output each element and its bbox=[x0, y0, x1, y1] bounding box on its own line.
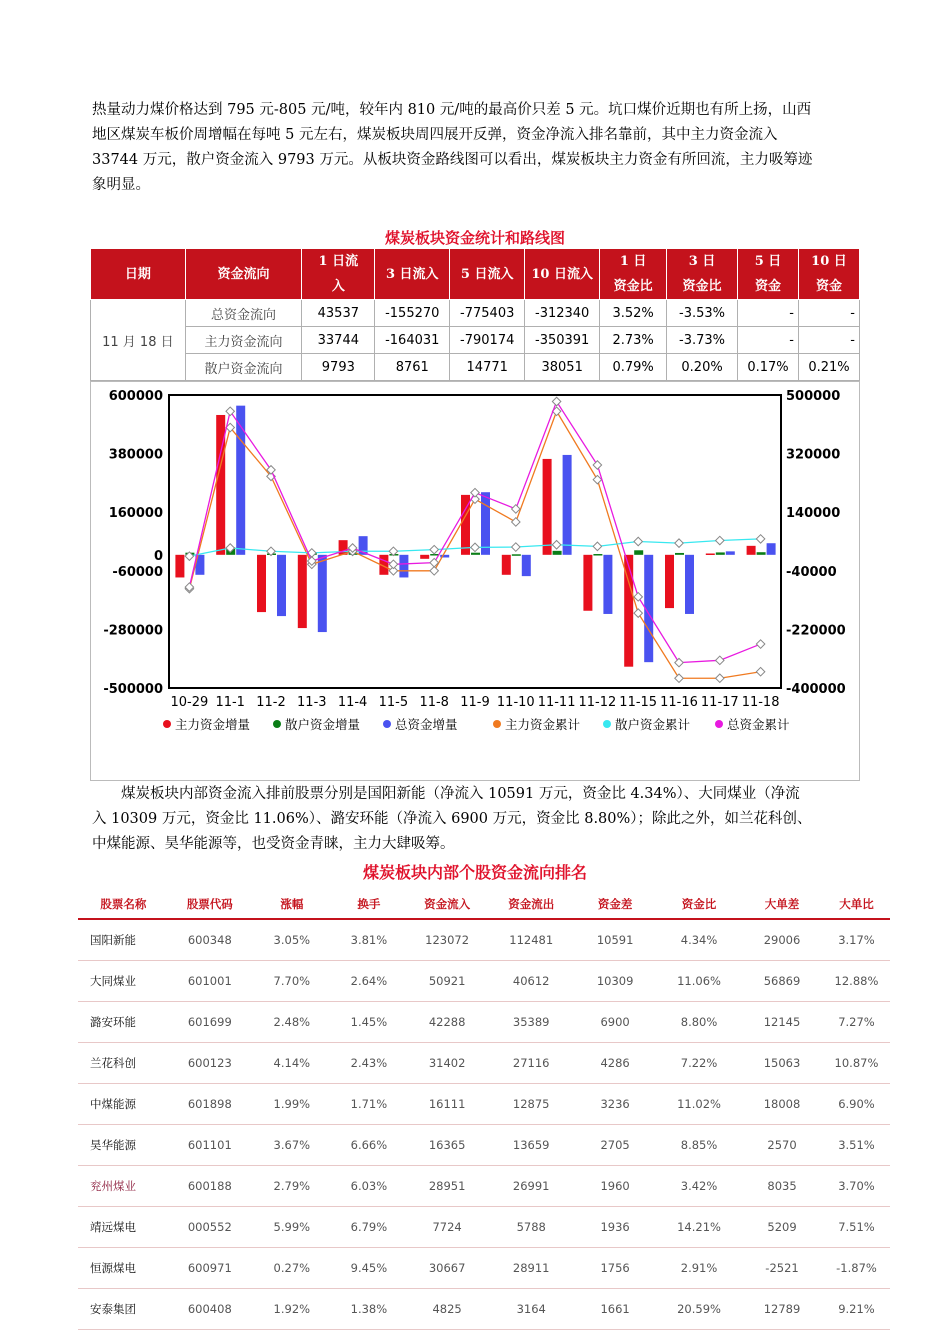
stock-cell: 16365 bbox=[405, 1125, 489, 1166]
fund-row-main bbox=[91, 327, 860, 354]
intro-paragraph bbox=[92, 98, 858, 198]
stock-cell: 7.27% bbox=[823, 1002, 890, 1043]
stock-cell: 601699 bbox=[169, 1002, 251, 1043]
stock-ranking-table bbox=[78, 890, 890, 1330]
stock-name-link[interactable]: 靖远煤电 bbox=[78, 1207, 169, 1248]
stock-cell: 35389 bbox=[489, 1002, 573, 1043]
bar-主力资金增量 bbox=[420, 555, 429, 559]
header-10d-ratio: 10 日 资金 bbox=[798, 249, 859, 300]
stock-cell: 30667 bbox=[405, 1248, 489, 1289]
stock-name-link[interactable]: 兰花科创 bbox=[78, 1043, 169, 1084]
fund-cell: 0.21% bbox=[798, 354, 859, 381]
header-1d: 1 日流 入 bbox=[302, 249, 375, 300]
stock-cell: 18008 bbox=[741, 1084, 823, 1125]
bar-散户资金增量 bbox=[471, 553, 480, 555]
bar-主力资金增量 bbox=[175, 555, 184, 578]
x-tick: 11-16 bbox=[660, 695, 698, 710]
header-cell: 大单差 bbox=[741, 890, 823, 919]
fund-cell: -312340 bbox=[525, 300, 600, 327]
header-cell: 大单比 bbox=[823, 890, 890, 919]
stock-cell: 6.79% bbox=[333, 1207, 405, 1248]
stock-cell: 40612 bbox=[489, 961, 573, 1002]
fund-cell: 2.73% bbox=[600, 327, 667, 354]
bar-散户资金增量 bbox=[512, 554, 521, 556]
fund-cell: 0.17% bbox=[738, 354, 799, 381]
stock-cell: 1.99% bbox=[251, 1084, 333, 1125]
stock-cell: 3.70% bbox=[823, 1166, 890, 1207]
stock-cell: 6900 bbox=[573, 1002, 657, 1043]
stock-cell: 6.90% bbox=[823, 1084, 890, 1125]
stock-cell: 8.80% bbox=[657, 1002, 741, 1043]
stock-name-link[interactable]: 中煤能源 bbox=[78, 1084, 169, 1125]
x-tick: 11-5 bbox=[378, 695, 409, 710]
stock-name-link[interactable]: 兖州煤业 bbox=[78, 1166, 169, 1207]
header-3d: 3 日流入 bbox=[375, 249, 450, 300]
stock-cell: 13659 bbox=[489, 1125, 573, 1166]
legend-label: 散户资金增量 bbox=[285, 717, 361, 732]
header-cell: 资金流入 bbox=[405, 890, 489, 919]
intro-line: 地区煤炭车板价周增幅在每吨 5 元左右，煤炭板块周四展开反弹，资金净流入排名靠前，其中主力资金流入 bbox=[92, 127, 778, 143]
bar-总资金增量 bbox=[685, 555, 694, 614]
stock-cell: 1960 bbox=[573, 1166, 657, 1207]
header-cell: 资金流出 bbox=[489, 890, 573, 919]
stock-cell: 8035 bbox=[741, 1166, 823, 1207]
fund-cell: 14771 bbox=[450, 354, 525, 381]
header-cell: 涨幅 bbox=[251, 890, 333, 919]
stock-cell: 1936 bbox=[573, 1207, 657, 1248]
fund-cell: 43537 bbox=[302, 300, 375, 327]
stock-cell: 3.51% bbox=[823, 1125, 890, 1166]
header-5d: 5 日流入 bbox=[450, 249, 525, 300]
bar-总资金增量 bbox=[726, 551, 735, 554]
header-5d-ratio: 5 日 资金 bbox=[738, 249, 799, 300]
bar-散户资金增量 bbox=[634, 550, 643, 555]
bar-散户资金增量 bbox=[553, 551, 562, 555]
legend-dot bbox=[603, 720, 611, 728]
bar-总资金增量 bbox=[277, 555, 286, 616]
stock-cell: 10.87% bbox=[823, 1043, 890, 1084]
stock-name-link[interactable]: 昊华能源 bbox=[78, 1125, 169, 1166]
stock-cell: 1.71% bbox=[333, 1084, 405, 1125]
stock-cell: 600408 bbox=[169, 1289, 251, 1330]
header-cell: 股票代码 bbox=[169, 890, 251, 919]
stock-cell: 2705 bbox=[573, 1125, 657, 1166]
fund-row-total bbox=[91, 300, 860, 327]
stock-cell: 2.91% bbox=[657, 1248, 741, 1289]
y-right-tick: -40000 bbox=[786, 564, 837, 580]
fund-row-label: 散户资金流向 bbox=[185, 354, 302, 381]
stock-cell: 1661 bbox=[573, 1289, 657, 1330]
stock-cell: 3164 bbox=[489, 1289, 573, 1330]
x-tick: 11-10 bbox=[496, 695, 535, 710]
stock-cell: 600188 bbox=[169, 1166, 251, 1207]
x-tick: 11-9 bbox=[460, 695, 490, 710]
stock-cell: 27116 bbox=[489, 1043, 573, 1084]
legend-dot bbox=[383, 720, 391, 728]
fund-cell: - bbox=[798, 300, 859, 327]
x-tick: 11-1 bbox=[215, 695, 245, 710]
stock-cell: 2.79% bbox=[251, 1166, 333, 1207]
fund-cell: -790174 bbox=[450, 327, 525, 354]
stock-cell: 7.51% bbox=[823, 1207, 890, 1248]
stock-cell: 1.38% bbox=[333, 1289, 405, 1330]
stock-cell: 4286 bbox=[573, 1043, 657, 1084]
y-right-tick: 140000 bbox=[786, 506, 841, 522]
bar-散户资金增量 bbox=[675, 553, 684, 555]
y-right-tick: -400000 bbox=[786, 682, 846, 697]
stock-row[interactable] bbox=[78, 919, 890, 961]
legend-dot bbox=[715, 720, 723, 728]
stock-cell: 26991 bbox=[489, 1166, 573, 1207]
legend-dot bbox=[273, 720, 281, 728]
y-right-tick: -220000 bbox=[786, 623, 846, 639]
stock-cell: 1756 bbox=[573, 1248, 657, 1289]
stock-cell: 50921 bbox=[405, 961, 489, 1002]
bar-散户资金增量 bbox=[716, 552, 725, 554]
fund-cell: - bbox=[738, 327, 799, 354]
stock-cell: 600348 bbox=[169, 919, 251, 961]
stock-cell: 12875 bbox=[489, 1084, 573, 1125]
stock-cell: 601101 bbox=[169, 1125, 251, 1166]
fund-flow-chart bbox=[90, 381, 860, 781]
stock-cell: 12789 bbox=[741, 1289, 823, 1330]
stock-cell: 56869 bbox=[741, 961, 823, 1002]
stock-cell: 7.22% bbox=[657, 1043, 741, 1084]
stock-cell: 600971 bbox=[169, 1248, 251, 1289]
bar-总资金增量 bbox=[603, 555, 612, 614]
header-flow: 资金流向 bbox=[185, 249, 302, 300]
stock-row[interactable] bbox=[78, 1125, 890, 1166]
legend-label: 总资金增量 bbox=[395, 717, 458, 732]
header-1d-ratio: 1 日 资金比 bbox=[600, 249, 667, 300]
x-tick: 11-11 bbox=[537, 695, 576, 710]
fund-row-label: 总资金流向 bbox=[185, 300, 302, 327]
y-left-tick: 600000 bbox=[108, 389, 163, 404]
bar-主力资金增量 bbox=[706, 553, 715, 555]
stock-cell: 2.48% bbox=[251, 1002, 333, 1043]
legend-label: 主力资金累计 bbox=[505, 717, 581, 732]
x-tick: 11-3 bbox=[297, 695, 327, 710]
header-date: 日期 bbox=[91, 249, 186, 300]
stock-cell: 1.45% bbox=[333, 1002, 405, 1043]
stock-cell: 7.70% bbox=[251, 961, 333, 1002]
stock-row[interactable] bbox=[78, 1289, 890, 1330]
stock-cell: 15063 bbox=[741, 1043, 823, 1084]
plot-area bbox=[169, 395, 781, 688]
intro-line: 33744 万元，散户资金流入 9793 万元。从板块资金路线图可以看出，煤炭板块主力资金有所回流，主力吸筹迹 bbox=[92, 152, 813, 168]
stock-cell: 11.06% bbox=[657, 961, 741, 1002]
legend-dot bbox=[163, 720, 171, 728]
bar-总资金增量 bbox=[563, 455, 572, 555]
bar-总资金增量 bbox=[399, 555, 408, 578]
stock-cell: 8.85% bbox=[657, 1125, 741, 1166]
fund-cell: -3.53% bbox=[667, 300, 738, 327]
stock-name-link[interactable]: 潞安环能 bbox=[78, 1002, 169, 1043]
stock-cell: 14.21% bbox=[657, 1207, 741, 1248]
header-cell: 资金比 bbox=[657, 890, 741, 919]
stock-cell: 1.92% bbox=[251, 1289, 333, 1330]
stock-cell: 3.05% bbox=[251, 919, 333, 961]
legend-label: 散户资金累计 bbox=[615, 717, 691, 732]
fund-cell: -155270 bbox=[375, 300, 450, 327]
legend-label: 总资金累计 bbox=[727, 717, 790, 732]
header-cell: 股票名称 bbox=[78, 890, 169, 919]
stock-cell: 2.43% bbox=[333, 1043, 405, 1084]
x-tick: 11-8 bbox=[419, 695, 449, 710]
bar-总资金增量 bbox=[522, 555, 531, 576]
bar-总资金增量 bbox=[236, 406, 245, 555]
stock-cell: 42288 bbox=[405, 1002, 489, 1043]
header-cell: 换手 bbox=[333, 890, 405, 919]
stock-cell: 3.67% bbox=[251, 1125, 333, 1166]
fund-cell: -350391 bbox=[525, 327, 600, 354]
intro-line: 热量动力煤价格达到 795 元-805 元/吨，较年内 810 元/吨的最高价只差 5 元。坑口煤价近期也有所上扬，山西 bbox=[92, 102, 812, 118]
bar-总资金增量 bbox=[481, 492, 490, 555]
fund-cell: -775403 bbox=[450, 300, 525, 327]
x-tick: 11-15 bbox=[619, 695, 658, 710]
stock-cell: 16111 bbox=[405, 1084, 489, 1125]
x-tick: 11-18 bbox=[741, 695, 780, 710]
y-left-tick: 160000 bbox=[108, 506, 163, 522]
fund-table-header bbox=[91, 249, 860, 300]
stock-name-link[interactable]: 国阳新能 bbox=[78, 919, 169, 961]
stock-cell: 10591 bbox=[573, 919, 657, 961]
intro-line: 象明显。 bbox=[92, 177, 150, 193]
stock-cell: 29006 bbox=[741, 919, 823, 961]
stock-cell: 20.59% bbox=[657, 1289, 741, 1330]
stock-cell: 123072 bbox=[405, 919, 489, 961]
fund-cell: 38051 bbox=[525, 354, 600, 381]
fund-section-title: 煤炭板块资金统计和路线图 bbox=[384, 229, 565, 247]
fund-cell: -164031 bbox=[375, 327, 450, 354]
stock-section-title: 煤炭板块内部个股资金流向排名 bbox=[362, 863, 587, 882]
stock-row[interactable] bbox=[78, 961, 890, 1002]
stock-row[interactable] bbox=[78, 1207, 890, 1248]
bar-主力资金增量 bbox=[665, 555, 674, 608]
stock-cell: 6.66% bbox=[333, 1125, 405, 1166]
stock-cell: 000552 bbox=[169, 1207, 251, 1248]
stock-cell: 28951 bbox=[405, 1166, 489, 1207]
chart-canvas bbox=[91, 382, 859, 780]
bar-主力资金增量 bbox=[502, 555, 511, 575]
stock-cell: -1.87% bbox=[823, 1248, 890, 1289]
bar-总资金增量 bbox=[767, 543, 776, 555]
stock-cell: 112481 bbox=[489, 919, 573, 961]
stock-cell: 3.81% bbox=[333, 919, 405, 961]
stock-cell: 3.42% bbox=[657, 1166, 741, 1207]
mid-line: 中煤能源、昊华能源等，也受资金青睐，主力大肆吸筹。 bbox=[92, 836, 455, 852]
stock-cell: 4.14% bbox=[251, 1043, 333, 1084]
x-tick: 11-17 bbox=[700, 695, 739, 710]
y-right-tick: 500000 bbox=[786, 389, 841, 404]
stock-cell: 5788 bbox=[489, 1207, 573, 1248]
stock-cell: 12.88% bbox=[823, 961, 890, 1002]
bar-总资金增量 bbox=[318, 555, 327, 632]
bar-主力资金增量 bbox=[747, 546, 756, 555]
fund-cell: 8761 bbox=[375, 354, 450, 381]
stock-cell: 12145 bbox=[741, 1002, 823, 1043]
stock-cell: 31402 bbox=[405, 1043, 489, 1084]
stock-cell: 28911 bbox=[489, 1248, 573, 1289]
fund-stats-table bbox=[90, 248, 860, 381]
stock-cell: 601898 bbox=[169, 1084, 251, 1125]
bar-散户资金增量 bbox=[757, 552, 766, 555]
stock-cell: -2521 bbox=[741, 1248, 823, 1289]
stock-cell: 5209 bbox=[741, 1207, 823, 1248]
bar-主力资金增量 bbox=[543, 459, 552, 555]
y-right-tick: 320000 bbox=[786, 447, 841, 463]
y-left-tick: -280000 bbox=[103, 623, 163, 639]
mid-paragraph bbox=[92, 782, 858, 857]
stock-cell: 2.64% bbox=[333, 961, 405, 1002]
stock-table-body bbox=[78, 919, 890, 1330]
fund-cell: - bbox=[738, 300, 799, 327]
legend-dot bbox=[493, 720, 501, 728]
y-left-tick: 380000 bbox=[108, 447, 163, 463]
mid-line: 煤炭板块内部资金流入排前股票分别是国阳新能（净流入 10591 万元，资金比 4.34%）、大同煤业（净流 bbox=[121, 786, 800, 802]
bar-主力资金增量 bbox=[257, 555, 266, 612]
x-tick: 11-4 bbox=[337, 695, 368, 710]
stock-cell: 9.21% bbox=[823, 1289, 890, 1330]
legend-label: 主力资金增量 bbox=[175, 717, 251, 732]
bar-主力资金增量 bbox=[298, 555, 307, 628]
stock-row[interactable] bbox=[78, 1084, 890, 1125]
x-tick: 11-2 bbox=[256, 695, 286, 710]
y-left-tick: 0 bbox=[153, 548, 163, 564]
stock-cell: 4.34% bbox=[657, 919, 741, 961]
stock-cell: 600123 bbox=[169, 1043, 251, 1084]
stock-row[interactable] bbox=[78, 1043, 890, 1084]
stock-row[interactable] bbox=[78, 1248, 890, 1289]
x-tick: 11-12 bbox=[578, 695, 617, 710]
stock-cell: 5.99% bbox=[251, 1207, 333, 1248]
bar-散户资金增量 bbox=[593, 554, 602, 556]
stock-name-link[interactable]: 安泰集团 bbox=[78, 1289, 169, 1330]
fund-cell: -3.73% bbox=[667, 327, 738, 354]
stock-name-link[interactable]: 大同煤业 bbox=[78, 961, 169, 1002]
header-10d: 10 日流入 bbox=[525, 249, 600, 300]
stock-cell: 3236 bbox=[573, 1084, 657, 1125]
header-cell: 资金差 bbox=[573, 890, 657, 919]
stock-row[interactable] bbox=[78, 1166, 890, 1207]
stock-row[interactable] bbox=[78, 1002, 890, 1043]
x-tick: 10-29 bbox=[170, 695, 209, 710]
stock-cell: 3.17% bbox=[823, 919, 890, 961]
fund-cell: - bbox=[798, 327, 859, 354]
stock-cell: 10309 bbox=[573, 961, 657, 1002]
stock-cell: 4825 bbox=[405, 1289, 489, 1330]
y-left-tick: -60000 bbox=[112, 564, 163, 580]
stock-cell: 601001 bbox=[169, 961, 251, 1002]
fund-date-cell: 11 月 18 日 bbox=[91, 300, 186, 381]
stock-cell: 2570 bbox=[741, 1125, 823, 1166]
fund-row-label: 主力资金流向 bbox=[185, 327, 302, 354]
stock-cell: 0.27% bbox=[251, 1248, 333, 1289]
mid-line: 入 10309 万元，资金比 11.06%）、潞安环能（净流入 6900 万元，资金比 8.80%）；除此之外，如兰花科创、 bbox=[92, 811, 812, 827]
y-left-tick: -500000 bbox=[103, 682, 163, 697]
stock-cell: 6.03% bbox=[333, 1166, 405, 1207]
fund-cell: 0.20% bbox=[667, 354, 738, 381]
fund-row-retail bbox=[91, 354, 860, 381]
fund-cell: 33744 bbox=[302, 327, 375, 354]
fund-cell: 3.52% bbox=[600, 300, 667, 327]
fund-cell: 0.79% bbox=[600, 354, 667, 381]
stock-cell: 11.02% bbox=[657, 1084, 741, 1125]
stock-cell: 9.45% bbox=[333, 1248, 405, 1289]
bar-主力资金增量 bbox=[583, 555, 592, 611]
fund-cell: 9793 bbox=[302, 354, 375, 381]
header-3d-ratio: 3 日 资金比 bbox=[667, 249, 738, 300]
stock-cell: 7724 bbox=[405, 1207, 489, 1248]
stock-table-header bbox=[78, 890, 890, 919]
stock-name-link[interactable]: 恒源煤电 bbox=[78, 1248, 169, 1289]
